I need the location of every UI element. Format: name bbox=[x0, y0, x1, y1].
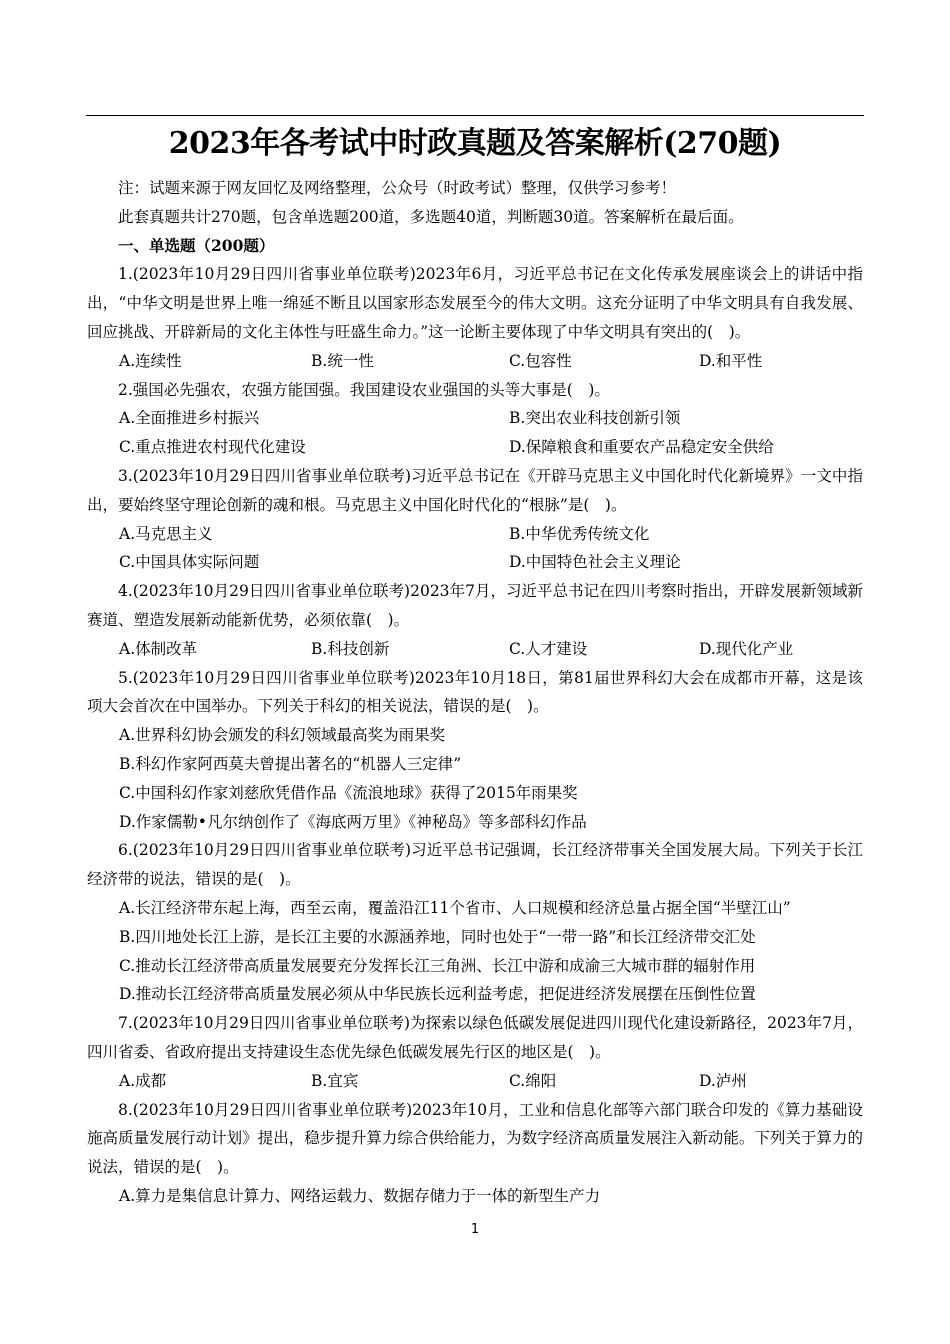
option-d: D.现代化产业 bbox=[699, 639, 794, 658]
document-body bbox=[87, 174, 863, 1211]
option-row bbox=[87, 548, 863, 577]
option-a: A.成都 bbox=[119, 1071, 167, 1090]
question-stem: 4.(2023年10月29日四川省事业单位联考)2023年7月，习近平总书记在四川考察时指出，开辟发展新领域新赛道、塑造发展新动能新优势，必须依靠( )。 bbox=[87, 582, 863, 629]
option-row bbox=[87, 520, 863, 549]
option-a: A.长江经济带东起上海，西至云南，覆盖沿江11个省市、人口规模和经济总量占据全国“半壁江山” bbox=[119, 898, 791, 917]
question-stem: 5.(2023年10月29日四川省事业单位联考)2023年10月18日，第81届世界科幻大会在成都市开幕，这是该项大会首次在中国举办。下列关于科幻的相关说法，错误的是( )。 bbox=[87, 668, 863, 716]
question-stem: 6.(2023年10月29日四川省事业单位联考)习近平总书记强调，长江经济带事关全国发展大局。下列关于长江经济带的说法，错误的是( )。 bbox=[87, 841, 863, 889]
question-stem: 8.(2023年10月29日四川省事业单位联考)2023年10月，工业和信息化部等六部门联合印发的《算力基础设施高质量发展行动计划》提出，稳步提升算力综合供给能力，为数字经济高质量发展注入新动能。下列关于算力的说法，错误的是( )。 bbox=[87, 1100, 863, 1177]
option-c: C.重点推进农村现代化建设 bbox=[119, 438, 306, 457]
option-c: C.中国具体实际问题 bbox=[119, 553, 260, 572]
option-a: A.体制改革 bbox=[119, 639, 198, 658]
option-a: A.连续性 bbox=[119, 351, 182, 370]
option-d: D.泸州 bbox=[699, 1071, 747, 1090]
option-c: C.绵阳 bbox=[509, 1071, 557, 1090]
option-d: D.保障粮食和重要农产品稳定安全供给 bbox=[509, 438, 774, 457]
option-row bbox=[87, 404, 863, 433]
option-c: C.中国科幻作家刘慈欣凭借作品《流浪地球》获得了2015年雨果奖 bbox=[119, 783, 578, 802]
option-a: A.世界科幻协会颁发的科幻领域最高奖为雨果奖 bbox=[119, 726, 446, 745]
option-b: B.统一性 bbox=[311, 351, 374, 370]
option-c: C.包容性 bbox=[509, 351, 572, 370]
option-d: D.作家儒勒•凡尔纳创作了《海底两万里》《神秘岛》等多部科幻作品 bbox=[119, 812, 587, 831]
option-c: C.推动长江经济带高质量发展要充分发挥长江三角洲、长江中游和成渝三大城市群的辐射作用 bbox=[119, 956, 756, 975]
option-a: A.马克思主义 bbox=[119, 524, 213, 543]
option-b: B.科幻作家阿西莫夫曾提出著名的“机器人三定律” bbox=[119, 754, 462, 773]
source-note: 注：试题来源于网友回忆及网络整理，公众号（时政考试）整理，仅供学习参考！ bbox=[118, 179, 677, 197]
question-stem: 2.强国必先强农，农强方能国强。我国建设农业强国的头等大事是( )。 bbox=[118, 380, 610, 399]
option-row bbox=[87, 1067, 863, 1096]
option-row bbox=[87, 433, 863, 462]
option-d: D.推动长江经济带高质量发展必须从中华民族长远利益考虑，把促进经济发展摆在压倒性位置 bbox=[119, 985, 756, 1004]
question-stem: 7.(2023年10月29日四川省事业单位联考)为探索以绿色低碳发展促进四川现代化建设新路径，2023年7月，四川省委、省政府提出支持建设生态优先绿色低碳发展先行区的地区是( )。 bbox=[87, 1014, 863, 1061]
option-b: B.科技创新 bbox=[311, 639, 390, 658]
page-number: 1 bbox=[470, 1222, 480, 1237]
option-d: D.和平性 bbox=[699, 351, 763, 370]
question-stem: 1.(2023年10月29日四川省事业单位联考)2023年6月，习近平总书记在文化传承发展座谈会上的讲话中指出，“中华文明是世界上唯一绵延不断且以国家形态发展至今的伟大文明。这充分证明了中华文明具有自我发展、回应挑战、开辟新局的文化主体性与旺盛生命力。”这一论断主要体现了中华文明具有突出的( )。 bbox=[87, 265, 863, 341]
option-a: A.全面推进乡村振兴 bbox=[119, 409, 260, 428]
option-d: D.中国特色社会主义理论 bbox=[509, 553, 681, 572]
option-b: B.宜宾 bbox=[311, 1071, 359, 1090]
section-heading: 一、单选题（200题） bbox=[118, 235, 275, 255]
option-c: C.人才建设 bbox=[509, 639, 588, 658]
option-a: A.算力是集信息计算力、网络运载力、数据存储力于一体的新型生产力 bbox=[119, 1186, 601, 1205]
option-b: B.四川地处长江上游，是长江主要的水源涵养地，同时也处于“一带一路”和长江经济带交汇处 bbox=[119, 927, 756, 946]
option-row bbox=[87, 347, 863, 376]
summary-paragraph: 此套真题共计270题，包含单选题200道，多选题40道，判断题30道。答案解析在最后面。 bbox=[118, 207, 744, 226]
option-b: B.突出农业科技创新引领 bbox=[509, 409, 681, 428]
document-title: 2023年各考试中时政真题及答案解析(270题) bbox=[168, 126, 782, 161]
option-b: B.中华优秀传统文化 bbox=[509, 524, 650, 543]
top-rule bbox=[86, 115, 864, 116]
question-stem: 3.(2023年10月29日四川省事业单位联考)习近平总书记在《开辟马克思主义中国化时代化新境界》一文中指出，要始终坚守理论创新的魂和根。马克思主义中国化时代化的“根脉”是( )。 bbox=[87, 466, 863, 514]
option-row bbox=[87, 635, 863, 664]
